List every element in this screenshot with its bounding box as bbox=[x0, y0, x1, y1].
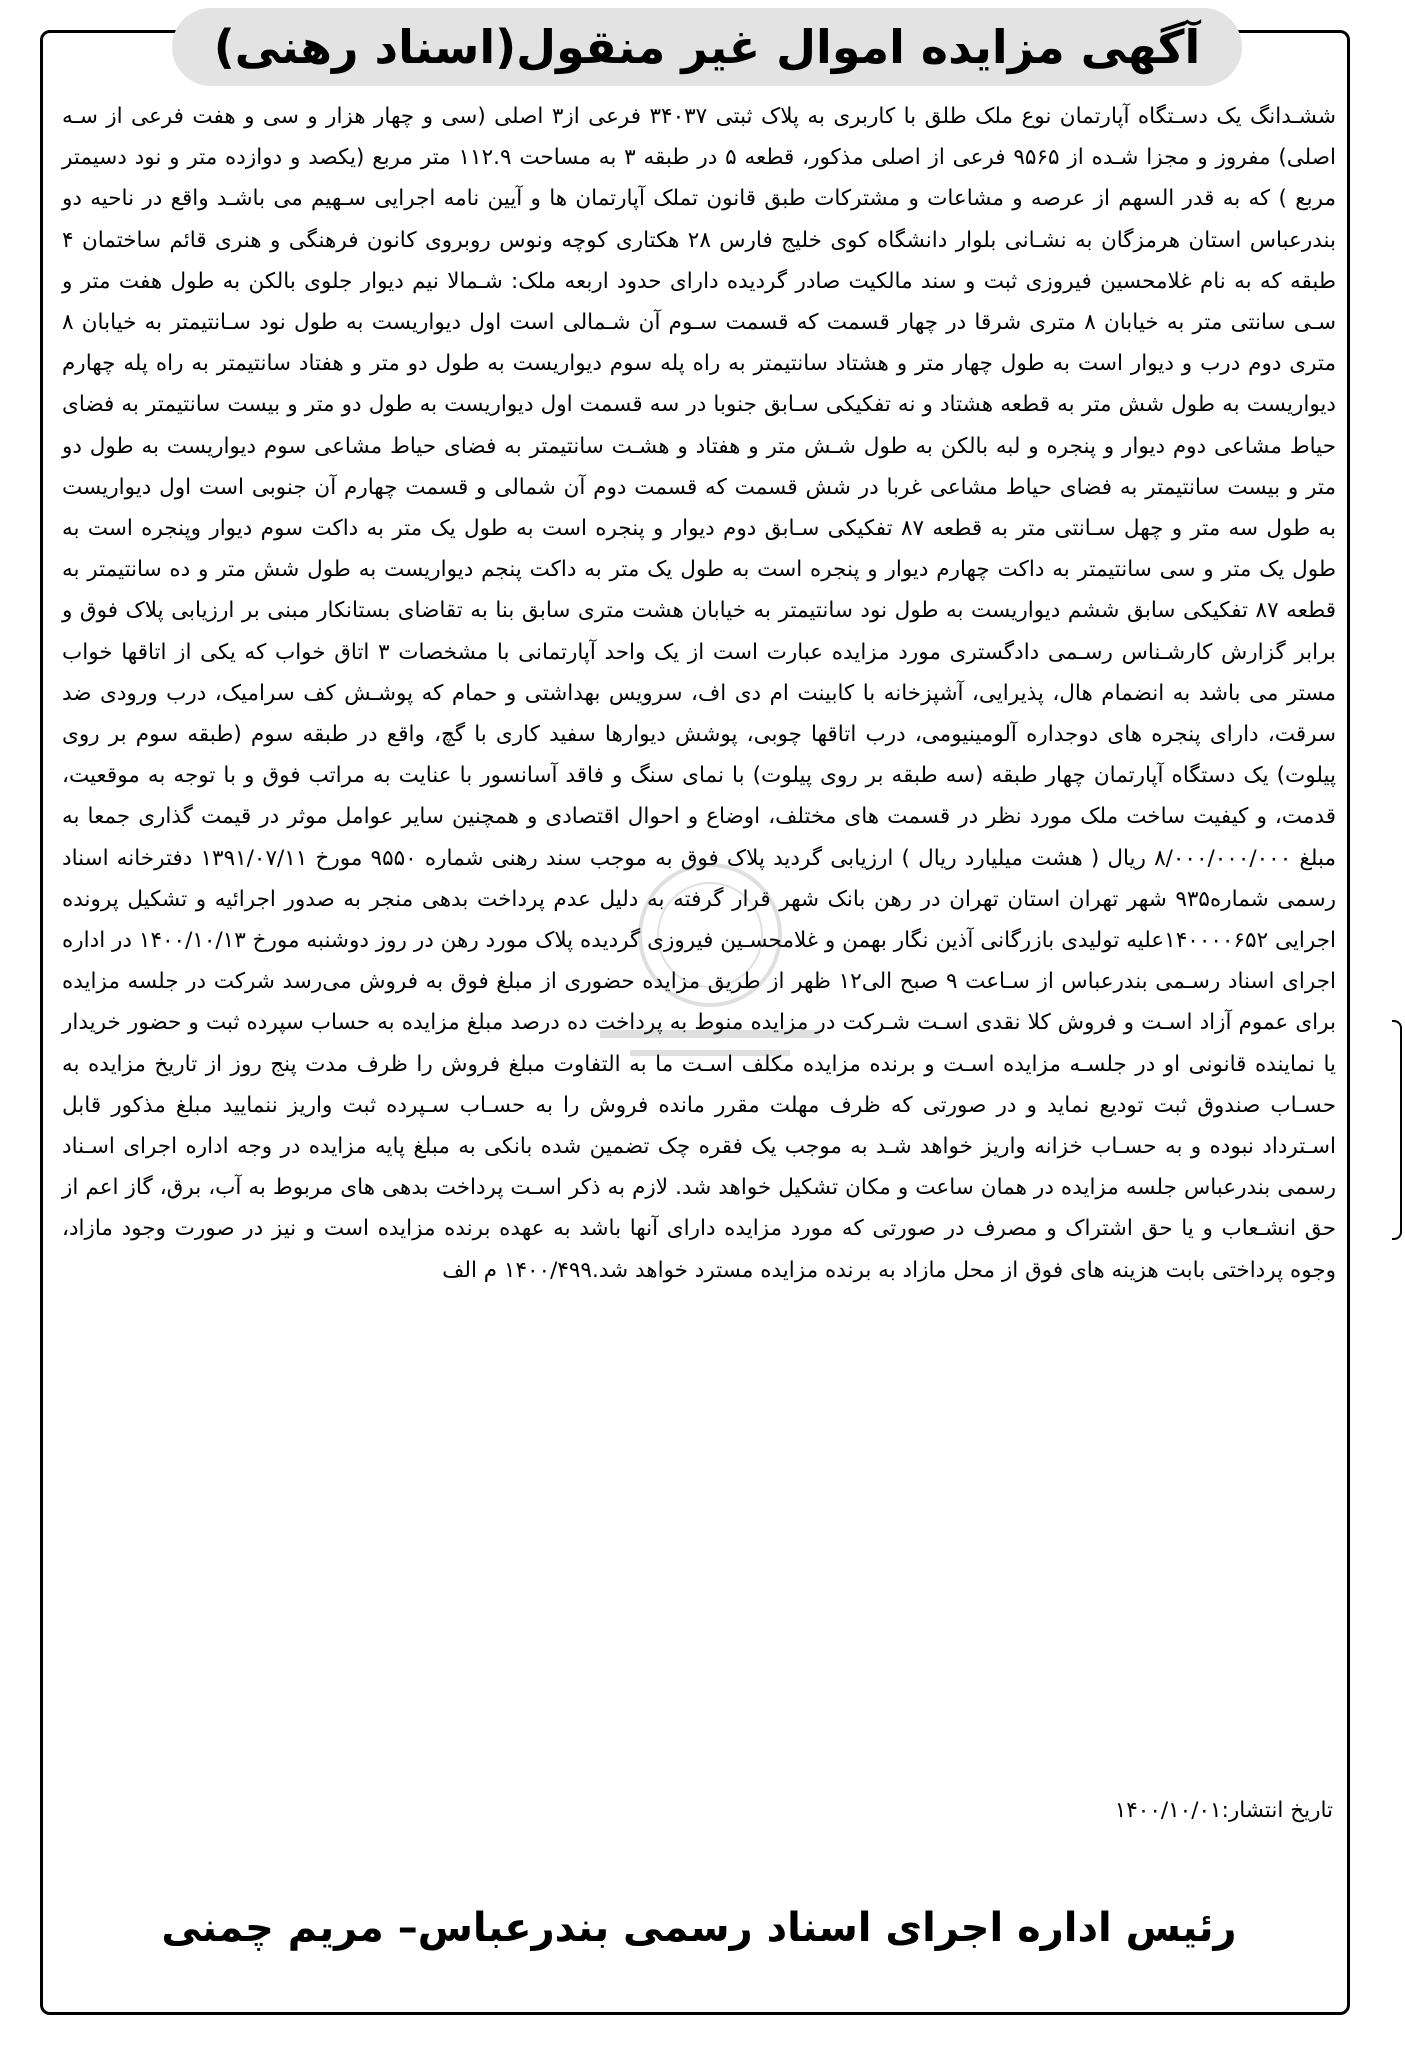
publication-date: تاریخ انتشار:۱۴۰۰/۱۰/۰۱ bbox=[1114, 1798, 1333, 1823]
notice-body: ششـدانگ یک دسـتگاه آپارتمان نوع ملک طلق با کاربری به پلاک ثبتی ۳۴۰۳۷ فرعی از۳ اصلی (سی و چهار هزار و سی و هفت فرعی از سـه اصلی) مفروز و مجزا شـده از ۹۵۶۵ فرعی از اصلی مذکور، قطعه ۵ در طبقه ۳ به مساحت ۱۱۲.۹ متر مربع (یکصد و دوازده متر و نود دسیمتر مربع ) که به قدر السهم از عرصه و مشاعات و مشترکات طبق قانون تملک آپارتمان ها و آیین نامه اجرایی سـهیم می باشـد واقع در ناحیه دو بندرعباس استان هرمزگان به نشـانی بلوار دانشگاه کوی خلیج فارس ۲۸ هکتاری کوچه ونوس روبروی کانون فرهنگی و هنری قائم ساختمان ۴ طبقه که به نام غلامحسین فیروزی ثبت و سند مالکیت صادر گردیده دارای حدود اربعه ملک: شـمالا نیم دیوار جلوی بالکن به طول هفت متر و سـی سانتی متر به خیابان ۸ متری شرقا در چهار قسمت که قسمت سـوم آن شـمالی است اول دیواریست به طول نود سـانتیمتر به خیابان ۸ متری دوم درب و دیوار است به طول چهار متر و هشتاد سانتیمتر به راه پله سوم دیواریست به طول دو متر و هفتاد سانتیمتر به راه پله چهارم دیواریست به طول شش متر به قطعه هشتاد و نه تفکیکی سـابق جنوبا در سه قسمت اول دیواریست به طول دو متر و بیست سانتیمتر به فضای حیاط مشاعی دوم دیوار و پنجره و لبه بالکن به طول شـش متر و هفتاد و هشـت سانتیمتر به فضای حیاط مشاعی سوم دیواریست به طول دو متر و بیست سانتیمتر به فضای حیاط مشاعی غربا در شش قسمت که قسمت دوم آن شمالی و قسمت چهارم آن جنوبی است اول دیواریست به طول سه متر و چهل سـانتی متر به قطعه ۸۷ تفکیکی سـابق دوم دیوار و پنجره است به طول یک متر به داکت سوم دیوار وپنجره است به طول یک متر و سی سانتیمتر به داکت چهارم دیوار و پنجره است به طول یک متر به داکت پنجم دیواریست به طول شش متر و ده سانتیمتر به قطعه ۸۷ تفکیکی سابق ششم دیواریست به طول نود سانتیمتر به خیابان هشت متری سابق بنا به تقاضای بستانکار مبنی بر ارزیابی پلاک فوق و برابر گزارش کارشـناس رسـمی دادگستری مورد مزایده عبارت است از یک واحد آپارتمانی با مشخصات ۳ اتاق خواب که یکی از اتاقها خواب مستر می باشد به انضمام هال، پذیرایی، آشپزخانه با کابینت ام دی اف، سرویس بهداشتی و حمام که پوشـش کف سرامیک، درب ورودی ضد سرقت، دارای پنجره های دوجداره آلومینیومی، درب اتاقها چوبی، پوشش دیوارها سفید کاری با گچ، واقع در طبقه سوم (طبقه سوم بر روی پیلوت) یک دستگاه آپارتمان چهار طبقه (سه طبقه بر روی پیلوت) با نمای سنگ و فاقد آسانسور با عنایت به مراتب فوق و با توجه به موقعیت، قدمت، و کیفیت ساخت ملک مورد نظر در قسمت های مختلف، اوضاع و احوال اقتصادی و همچنین سایر عوامل موثر در قیمت گذاری جمعا به مبلغ ۸/۰۰۰/۰۰۰/۰۰۰ ریال ( هشت میلیارد ریال ) ارزیابی گردید پلاک فوق به موجب سند رهنی شماره ۹۵۵۰ مورخ ۱۳۹۱/۰۷/۱۱ دفترخانه اسناد رسمی شماره۹۳۵ شهر تهران استان تهران در رهن بانک شهر قرار گرفته به دلیل عدم پرداخت بدهی منجر به صدور اجرائیه و تشکیل پرونده اجرایی ۱۴۰۰۰۰۶۵۲علیه تولیدی بازرگانی آذین نگار بهمن و غلامحسـین فیروزی گردیده پلاک مورد رهن در روز دوشنبه مورخ ۱۴۰۰/۱۰/۱۳ در اداره اجرای اسناد رسـمی بندرعباس از سـاعت ۹ صبح الی۱۲ ظهر از طریق مزایده حضوری از مبلغ فوق به فروش می‌رسد شرکت در جلسه مزایده برای عموم آزاد اسـت و فروش کلا نقدی اسـت شـرکت در مزایده منوط به پرداخت ده درصد مبلغ مزایده به حساب سپرده ثبت و حضور خریدار یا نماینده قانونی او در جلسـه مزایده اسـت و برنده مزایده مکلف اسـت ما به التفاوت مبلغ فروش را ظرف مدت پنج روز از تاریخ مزایده به حسـاب صندوق ثبت تودیع نماید و در صورتی که ظرف مهلت مقرر مانده فروش را به حسـاب سـپرده ثبت واریز ننمایید مبلغ مذکور قابل اسـترداد نبوده و به حسـاب خزانه واریز خواهد شـد به موجب یک فقره چک تضمین شده بانکی به مبلغ پایه مزایده در وجه اداره اجرای اسـناد رسمی بندرعباس جلسه مزایده در همان ساعت و مکان تشکیل خواهد شد. لازم به ذکر اسـت پرداخت بدهی های مربوط به آب، برق، گاز اعم از حق انشـعاب و یا حق اشتراک و مصرف در صورتی که مورد مزایده دارای آنها باشد به عهده برنده مزایده است و نیز در صورت وجود مازاد، وجوه پرداختی بابت هزینه های فوق از محل مازاد به برنده مزایده مسترد خواهد شد.۱۴۰۰/۴۹۹ م الف bbox=[62, 104, 1336, 1283]
signature-line: رئیس اداره اجرای اسناد رسمی بندرعباس– مریم چمنی bbox=[161, 1905, 1237, 1951]
notice-title: آگهی مزایده اموال غیر منقول(اسناد رهنی) bbox=[213, 20, 1201, 74]
title-banner bbox=[172, 8, 1242, 86]
side-tab bbox=[1392, 1020, 1402, 1240]
